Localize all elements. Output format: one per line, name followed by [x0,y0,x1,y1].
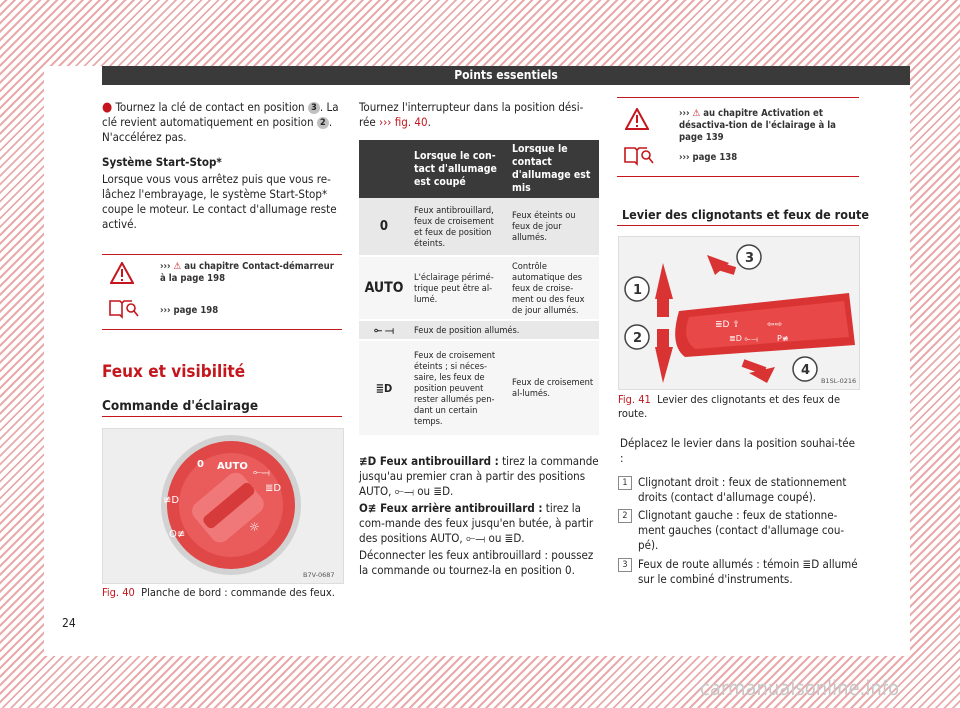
figure-caption-text: Planche de bord : commande des feux. [141,586,335,599]
table-row [359,320,599,340]
table-row [359,340,599,436]
row-icon: 0 [359,198,409,256]
table-header-on: Lorsque le contact d'allumage est mis [507,140,599,198]
switch-auto-label: AUTO [217,461,248,472]
rear-fog-description: tirez la com-mande des feux jusqu'en butée, à partir des positions AUTO, ⟜⟞ ou ≣D. [359,501,594,545]
figure-40-image [102,428,344,584]
table-row [359,198,599,256]
watermark: carmanualsonline.info [700,676,900,700]
svg-text:≢D: ≢D [163,495,180,506]
light-switch-illustration [103,429,343,583]
fog-off-text: Déconnecter les feux antibrouillard : poussez la commande ou tournez-la en position 0. [359,548,594,577]
figure-41-image [618,236,860,390]
intro-text-3: . N'accélérez pas. [102,115,333,144]
table-header-off: Lorsque le con-tact d'allumage est coupé [409,140,507,198]
step-number: 1 [618,476,632,490]
middle-intro-text: Tournez l'interrupteur dans la position dési-rée [359,100,584,129]
warning-note-1 [102,254,342,330]
note2-line2[interactable]: ››› page 138 [679,152,738,163]
rear-fog-icon: O≢ [359,501,377,515]
table-row [359,256,599,320]
svg-text:O≢: O≢ [169,529,186,540]
step-text: Clignotant gauche : feux de stationne-ment gauches (contact d'allumage cou-pé). [638,508,845,552]
callout-2: 2 [633,331,643,346]
fig40-link[interactable]: ››› fig. 40 [379,115,428,129]
position-badge: 3 [308,102,320,114]
figure-40-caption [102,586,342,600]
fog-label: Feux antibrouillard : [379,454,499,468]
fog-description: tirez la commande jusqu'au premier cran à partir des positions AUTO, ⟜⟞ ou ≣D. [359,454,599,498]
svg-text:≣D: ≣D [265,483,282,494]
intro-text-2: . La clé revient automatiquement en position [102,100,339,129]
note1-line2[interactable]: ››› page 198 [160,305,219,316]
row-icon: ≣D [359,340,409,436]
svg-text:≣D ⇧: ≣D ⇧ [715,320,740,330]
intro-text-1: Tournez la clé de contact en position [115,100,305,114]
svg-text:P≢: P≢ [777,334,789,343]
callout-4: 4 [801,363,811,378]
fog-icon: ≢D [359,454,377,468]
startstop-text: Lorsque vous vous arrêtez puis que vous re-lâchez l'embrayage, le système Start-Stop* coupe le moteur. Le contact d'allumage reste activé. [102,172,337,231]
section-title-feux: Feux et visibilité [102,362,246,382]
lever-intro: Déplacez le levier dans la position souhai-tée : [620,436,856,465]
page-header: Points essentiels [102,66,910,85]
bullet-icon: ● [102,100,113,115]
callout-1: 1 [633,283,643,298]
note1-line1[interactable]: ››› ⚠ au chapitre Contact-démarreur à la page 198 [160,261,334,284]
row-off-text: Feux de croisement éteints ; si néces-saire, les feux de position peuvent rester allumés pen-dant un certain temps. [409,340,507,436]
row-off-text: L'éclairage périmé-trique peut être al-lumé. [409,256,507,320]
step-number: 3 [618,558,632,572]
rear-fog-label: Feux arrière antibrouillard : [380,501,543,515]
title-underline [102,416,342,417]
step-text: Clignotant droit : feux de stationnement droits (contact d'allumage coupé). [638,475,847,504]
row-on-text: Feux éteints ou feux de jour allumés. [507,198,599,256]
row-on-text: Feux de croisement al-lumés. [507,340,599,436]
title-underline [617,225,859,226]
middle-intro: Tournez l'interrupteur dans la position dési-rée ››› fig. 40. [359,100,584,129]
switch-positions-table [359,140,599,437]
row-full-text: Feux de position allumés. [409,320,599,340]
turn-signal-lever-illustration [619,237,859,389]
section-title-levier: Levier des clignotants et feux de route [622,207,869,222]
left-intro [102,100,342,232]
table-header-icon [359,140,409,198]
startstop-title: Système Start-Stop* [102,155,222,169]
position-badge: 2 [317,117,329,129]
svg-text:⇦⇨: ⇦⇨ [767,320,783,330]
row-icon: ⟜ ⟞ [359,320,409,340]
step-text: Feux de route allumés : témoin ≣D allumé sur le combiné d'instruments. [638,557,858,586]
page-number: 24 [62,616,76,630]
manual-book-icon [108,297,140,319]
figure-41-caption [618,393,858,421]
warning-note-2 [617,97,859,177]
manual-book-icon [623,144,655,166]
step-number: 2 [618,509,632,523]
note2-line1[interactable]: ››› ⚠ au chapitre Activation et désactiva-tion de l'éclairage à la page 139 [679,108,836,143]
figure-label: Fig. 40 [102,586,135,599]
fog-lights-text [359,454,599,578]
warning-triangle-icon [110,262,134,284]
figure-label: Fig. 41 [618,393,651,406]
switch-zero-label: 0 [197,459,204,470]
figure-code: B1SL-0216 [821,377,857,385]
row-on-text: Contrôle automatique des feux de croise-ment ou des feux de jour allumés. [507,256,599,320]
figure-code: B7V-0687 [303,571,335,579]
row-off-text: Feux antibrouillard, feux de croisement et feux de position éteints. [409,198,507,256]
figure-caption-text: Levier des clignotants et des feux de route. [618,393,841,420]
sub-title-commande: Commande d'éclairage [102,398,259,414]
callout-3: 3 [745,251,755,266]
svg-text:⟜⟞: ⟜⟞ [253,467,270,478]
warning-triangle-icon [625,108,649,130]
row-icon: AUTO [359,256,409,320]
svg-text:☼: ☼ [249,520,260,534]
svg-text:≣D ⟜⟞: ≣D ⟜⟞ [729,334,758,343]
